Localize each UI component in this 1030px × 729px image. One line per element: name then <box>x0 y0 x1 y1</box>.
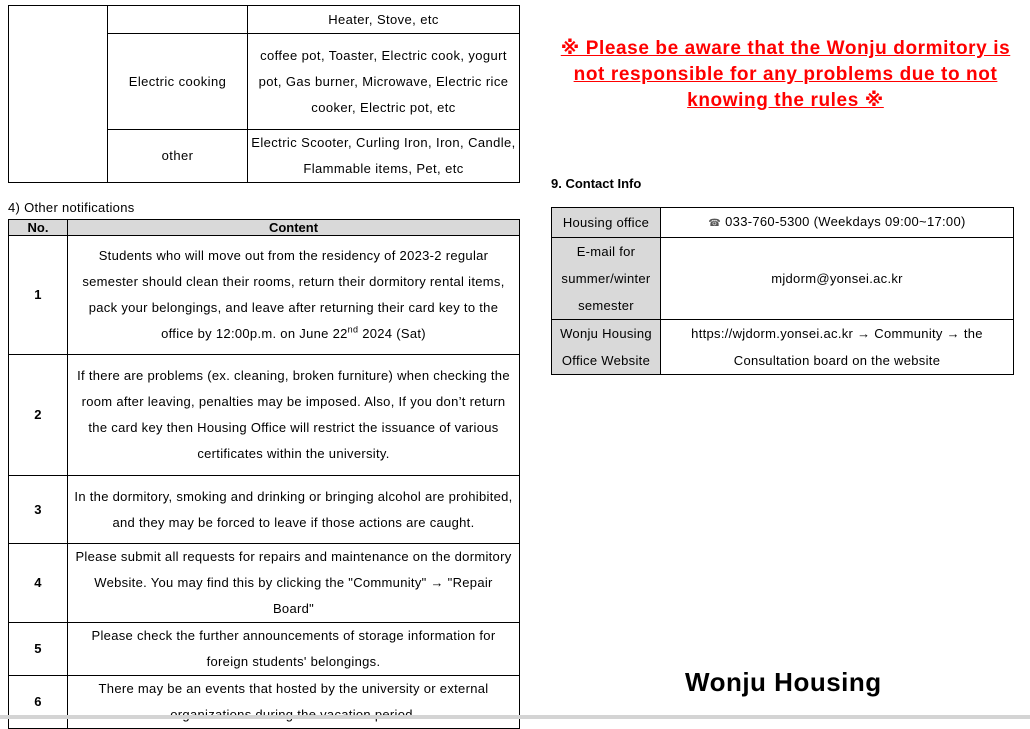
row-content: There may be an events that hosted by the university or external <box>68 676 520 729</box>
row-number: 1 <box>9 236 68 355</box>
category-cell: other <box>108 130 248 183</box>
row-number: 4 <box>9 544 68 623</box>
contact-label-website: Wonju Housing Office Website <box>552 320 661 375</box>
row-content-text: 2024 (Sat) <box>358 326 426 341</box>
phone-number: 033-760-5300 (Weekdays 09:00~17:00) <box>725 214 966 229</box>
table-row <box>9 355 520 476</box>
row-content: Please check the further announcements of storage information for foreign students' belongings. <box>68 623 520 676</box>
category-cell: Electric cooking <box>108 34 248 130</box>
table-row <box>9 476 520 544</box>
contact-info-table <box>551 207 1014 375</box>
contact-value-phone <box>661 208 1014 238</box>
category-cell <box>108 6 248 34</box>
row-content-text: Students who will move out from the residency of 2023-2 regular semester should clean their rooms, return their dormitory rental items, pack your belongings, and leave after returning their card key to the office by 12:00p.m. on June 22 <box>82 248 505 341</box>
table-row <box>9 236 520 355</box>
table-row <box>552 320 1014 375</box>
phone-icon: ☎ <box>708 218 722 229</box>
column-header-content: Content <box>68 220 520 236</box>
notifications-table <box>8 219 520 729</box>
items-cell: Electric Scooter, Curling Iron, Iron, Candle, Flammable items, Pet, etc <box>248 130 520 183</box>
table-row <box>9 544 520 623</box>
table-row <box>9 6 520 34</box>
table-header-row <box>9 220 520 236</box>
contact-label-email: E-mail for summer/winter semester <box>552 238 661 320</box>
section-heading-contact-info: 9. Contact Info <box>551 176 642 191</box>
contact-label-housing-office: Housing office <box>552 208 661 238</box>
table-row <box>9 623 520 676</box>
footer-title: Wonju Housing <box>685 667 882 697</box>
row-content: In the dormitory, smoking and drinking or bringing alcohol are prohibited, and they may be forced to leave if those actions are caught. <box>68 476 520 544</box>
row-content <box>68 236 520 355</box>
row-number: 6 <box>9 676 68 729</box>
row-number: 3 <box>9 476 68 544</box>
column-header-no: No. <box>9 220 68 236</box>
table-row <box>552 238 1014 320</box>
row-number: 5 <box>9 623 68 676</box>
items-cell: coffee pot, Toaster, Electric cook, yogurt pot, Gas burner, Microwave, Electric rice cooker, Electric pot, etc <box>248 34 520 130</box>
row-content: Please submit all requests for repairs and maintenance on the dormitory Website. You may find this by clicking the "Community" → "Repair Board" <box>68 544 520 623</box>
table-row <box>552 208 1014 238</box>
row-number: 2 <box>9 355 68 476</box>
row-content: If there are problems (ex. cleaning, broken furniture) when checking the room after leaving, penalties may be imposed. Also, If you don’t return the card key then Housing Office will restrict the issuance of various certificates within the university. <box>68 355 520 476</box>
items-cell: Heater, Stove, etc <box>248 6 520 34</box>
rules-warning-notice: ※ Please be aware that the Wonju dormitory is not responsible for any problems due to not knowing the rules ※ <box>560 38 1011 111</box>
section-heading-other-notifications: 4) Other notifications <box>8 200 135 215</box>
appliance-table <box>8 5 520 183</box>
page-bottom-divider <box>0 715 1030 719</box>
contact-value-website[interactable]: https://wjdorm.yonsei.ac.kr → Community → the Consultation board on the website <box>661 320 1014 375</box>
ordinal-suffix: nd <box>347 324 359 335</box>
contact-value-email[interactable]: mjdorm@yonsei.ac.kr <box>661 238 1014 320</box>
category-group-cell <box>9 6 108 183</box>
table-row <box>9 676 520 729</box>
